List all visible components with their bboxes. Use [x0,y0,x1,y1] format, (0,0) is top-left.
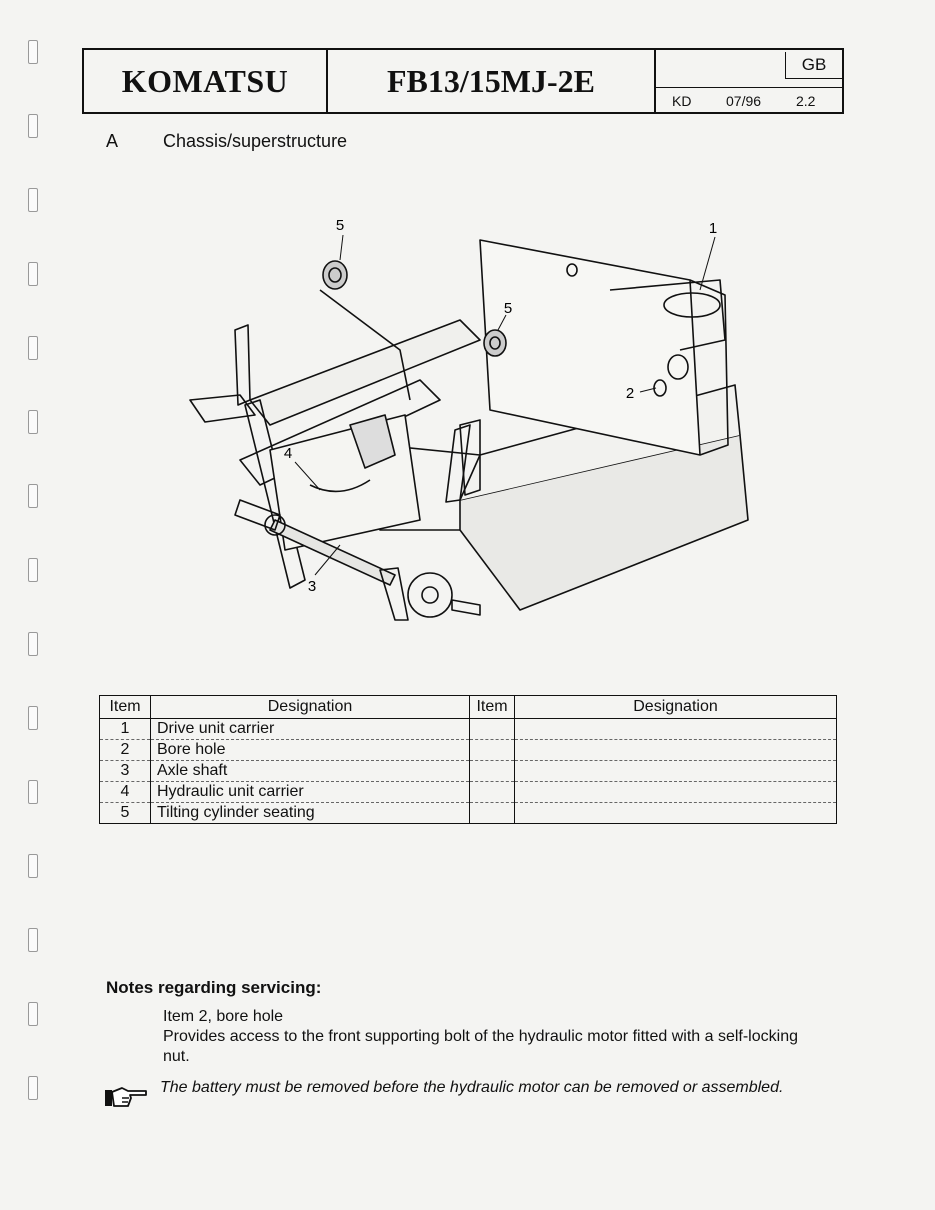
column-header-item: Item [100,696,151,719]
row-designation: Hydraulic unit carrier [151,782,470,803]
section-letter: A [106,131,119,151]
language-code: GB [785,52,842,79]
binder-hole [28,410,38,434]
row-item: 3 [100,761,151,782]
header-meta-block [656,50,842,112]
section-title: Chassis/superstructure [163,131,348,151]
row-designation: Tilting cylinder seating [151,803,470,824]
warning-text: The battery must be removed before the hydraulic motor can be removed or assembled. [160,1079,784,1096]
document-date: 07/96 [726,93,762,109]
note-item-body: Provides access to the front supporting bolt of the hydraulic motor fitted with a self-locking nut. [163,1028,798,1065]
table-row [100,761,837,782]
callout-5-mid: 5 [503,300,513,317]
binder-holes [28,40,42,1150]
row-designation: Bore hole [151,740,470,761]
page-header [82,48,844,114]
note-item-title: Item 2, bore hole [163,1008,284,1025]
chassis-outline [190,240,748,620]
document-code: KD [672,93,692,109]
binder-hole [28,1002,38,1026]
empty-cell [515,740,837,761]
parts-table [99,695,837,824]
binder-hole [28,484,38,508]
callout-2: 2 [625,385,635,402]
callout-1: 1 [708,220,718,237]
binder-hole [28,558,38,582]
pointing-hand-icon [104,1084,148,1110]
row-designation: Drive unit carrier [151,719,470,740]
brand-name: KOMATSU [84,50,328,112]
callout-5-top: 5 [335,217,345,234]
row-item: 2 [100,740,151,761]
binder-hole [28,780,38,804]
table-header-row [100,696,837,719]
empty-cell [515,782,837,803]
empty-cell [470,740,515,761]
binder-hole [28,114,38,138]
column-header-item-2: Item [470,696,515,719]
empty-cell [470,719,515,740]
empty-cell [470,803,515,824]
empty-cell [470,761,515,782]
model-name: FB13/15MJ-2E [328,50,656,112]
callout-4: 4 [283,445,293,462]
row-item: 1 [100,719,151,740]
callout-3: 3 [307,578,317,595]
binder-hole [28,336,38,360]
row-item: 5 [100,803,151,824]
empty-cell [515,719,837,740]
empty-cell [515,803,837,824]
table-row [100,740,837,761]
column-header-designation: Designation [151,696,470,719]
binder-hole [28,40,38,64]
binder-hole [28,706,38,730]
page-number: 2.2 [796,93,816,109]
table-row [100,719,837,740]
binder-hole [28,262,38,286]
row-designation: Axle shaft [151,761,470,782]
column-header-designation-2: Designation [515,696,837,719]
binder-hole [28,1076,38,1100]
table-row [100,803,837,824]
chassis-drawing [180,200,770,640]
empty-cell [515,761,837,782]
document-meta [656,87,842,112]
empty-cell [470,782,515,803]
binder-hole [28,632,38,656]
table-row [100,782,837,803]
notes-heading: Notes regarding servicing: [106,978,322,997]
row-item: 4 [100,782,151,803]
binder-hole [28,928,38,952]
binder-hole [28,854,38,878]
binder-hole [28,188,38,212]
